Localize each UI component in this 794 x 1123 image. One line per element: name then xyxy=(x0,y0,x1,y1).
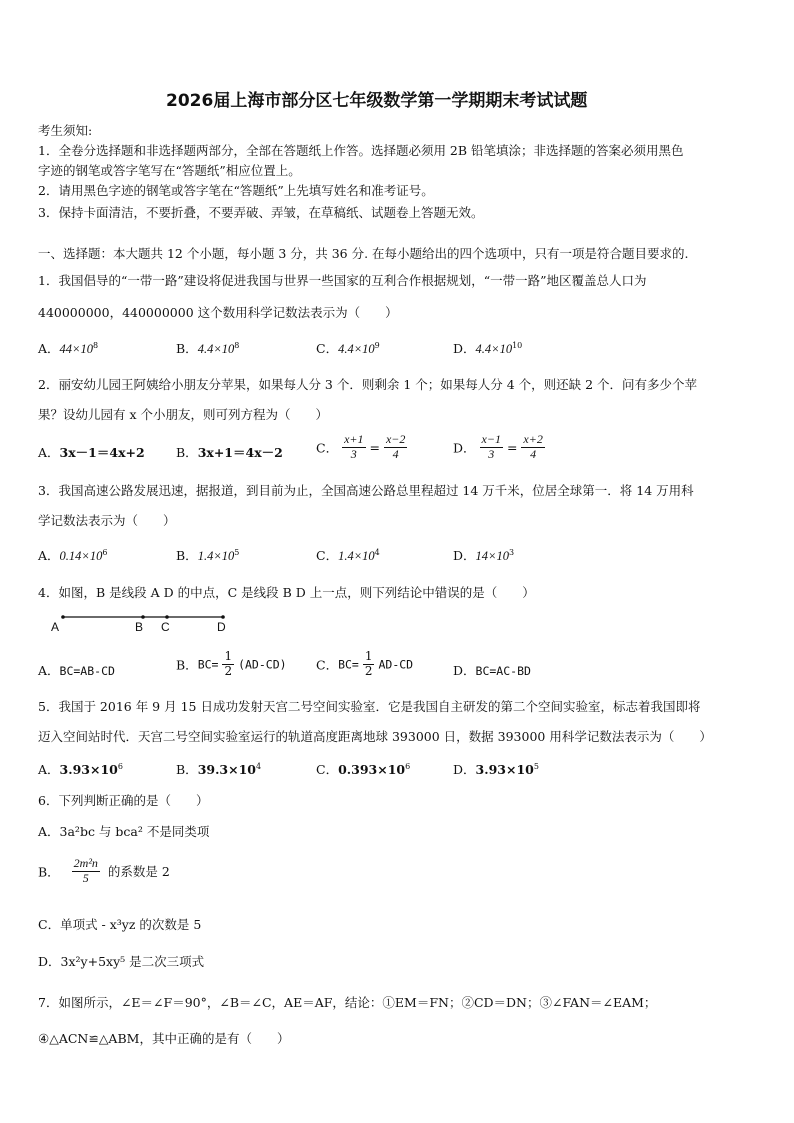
point-label-a: A xyxy=(51,620,60,634)
q4-stem-line1: 4．如图，B 是线段 A D 的中点，C 是线段 B D 上一点，则下列结论中错误的是（ ） xyxy=(38,585,535,600)
q7-stem-line2: ④△ACN≌△ABM，其中正确的是有（ ） xyxy=(38,1031,290,1046)
q1-stem-line2: 440000000，440000000 这个数用科学记数法表示为（ ） xyxy=(38,305,398,320)
q6-stem: 6．下列判断正确的是（ ） xyxy=(38,793,209,808)
q2-option-b: B．3x+1＝4x－2 xyxy=(176,445,283,460)
q5-option-d: D．$3.93\times 10^5$ xyxy=(453,761,539,777)
fraction: $\frac{x-2}{4}$ xyxy=(385,432,406,461)
q5-option-c: C．$0.393\times 10^6$ xyxy=(316,761,411,777)
q5-option-a: A．$3.93\times 10^6$ xyxy=(38,761,123,777)
point-a xyxy=(61,615,65,619)
q5-stem-line1: 5．我国于 2016 年 9 月 15 日成功发射天宫二号空间实验室．它是我国自主研发的第二个空间实验室，标志着我国即将 xyxy=(38,699,701,714)
point-label-b: B xyxy=(135,620,144,634)
notice-heading: 考生须知: xyxy=(38,123,93,138)
q2-option-d: D． $\frac{x-1}{3}$ = $\frac{x+2}{4}$ xyxy=(453,432,543,461)
q6-option-b: B． $\frac{\text{2m²n}}{5}$ 的系数是 2 xyxy=(38,856,170,885)
q6-option-c: C．单项式 - x³yz 的次数是 5 xyxy=(38,917,202,932)
q1-option-b: B．$4.4\times 10^8$ xyxy=(176,340,240,356)
page-title: 2026届上海市部分区七年级数学第一学期期末考试试题 xyxy=(166,91,588,111)
line-segment-figure xyxy=(45,612,245,636)
section-heading: 一、选择题：本大题共 12 个小题，每小题 3 分，共 36 分. 在每小题给出的四个选项中，只有一项是符合题目要求的. xyxy=(38,246,689,261)
q4-option-c: C．BC= $\frac{1}{2}$ AD-CD xyxy=(316,649,414,678)
fraction: $\frac{\text{2m²n}}{5}$ xyxy=(73,856,98,885)
q2-option-c: C． $\frac{x+1}{3}$ = $\frac{x-2}{4}$ xyxy=(316,432,406,461)
fraction: $\frac{x-1}{3}$ xyxy=(481,432,501,461)
q3-option-d: D．$14\times 10^3$ xyxy=(453,547,515,563)
q1-option-d: D．$4.4\times 10^{10}$ xyxy=(453,340,523,356)
q1-option-a: A．$44\times 10^8$ xyxy=(38,340,99,356)
notice-line-1a: 1．全卷分选择题和非选择题两部分，全部在答题纸上作答。选择题必须用 2B 铅笔填涂；非选择题的答案必须用黑色 xyxy=(38,143,684,158)
q1-option-c: C．$4.4\times 10^9$ xyxy=(316,340,380,356)
q3-stem-line1: 3．我国高速公路发展迅速，据报道，到目前为止，全国高速公路总里程超过 14 万千米，位居全球第一．将 14 万用科 xyxy=(38,483,694,498)
q4-option-d: D．BC=AC-BD xyxy=(453,663,531,678)
q5-option-b: B．$39.3\times 10^4$ xyxy=(176,761,262,777)
point-c xyxy=(165,615,169,619)
q4-option-a: A．BC=AB-CD xyxy=(38,663,115,678)
q5-stem-line2: 迈入空间站时代．天宫二号空间实验室运行的轨道高度距离地球 393000 日，数据 393000 用科学记数法表示为（ ） xyxy=(38,729,712,744)
q1-stem-line1: 1．我国倡导的“一带一路”建设将促进我国与世界一些国家的互利合作根据规划，“一带一路”地区覆盖总人口为 xyxy=(38,273,647,288)
q2-stem-line1: 2．丽安幼儿园王阿姨给小朋友分苹果，如果每人分 3 个．则剩余 1 个；如果每人分 4 个，则还缺 2 个．问有多少个苹 xyxy=(38,377,698,392)
fraction: $\frac{x+2}{4}$ xyxy=(523,432,543,461)
notice-line-2: 2．请用黑色字迹的钢笔或答字笔在“答题纸”上先填写姓名和准考证号。 xyxy=(38,183,434,198)
q6-option-d: D．3x²y+5xy⁵ 是二次三项式 xyxy=(38,954,205,969)
fraction: $\frac{x+1}{3}$ xyxy=(344,432,364,461)
q2-stem-line2: 果？设幼儿园有 x 个小朋友，则可列方程为（ ） xyxy=(38,407,328,422)
q4-option-b: B．BC= $\frac{1}{2}$ (AD-CD) xyxy=(176,649,287,678)
q7-stem-line1: 7．如图所示，∠E＝∠F＝90°，∠B＝∠C，AE＝AF，结论：①EM＝FN；②CD＝DN；③∠FAN＝∠EAM； xyxy=(38,995,657,1010)
point-b xyxy=(141,615,145,619)
q3-option-c: C．$1.4\times 10^4$ xyxy=(316,547,380,563)
q3-stem-line2: 学记数法表示为（ ） xyxy=(38,513,176,528)
q3-option-a: A．$0.14\times 10^6$ xyxy=(38,547,108,563)
fraction-half: $\frac{1}{2}$ xyxy=(364,649,373,678)
point-d xyxy=(221,615,225,619)
point-label-c: C xyxy=(161,620,170,634)
notice-line-1b: 字迹的钢笔或答字笔写在“答题纸”相应位置上。 xyxy=(38,163,301,178)
fraction-half: $\frac{1}{2}$ xyxy=(224,649,233,678)
q2-option-a: A．3x－1＝4x+2 xyxy=(38,445,145,460)
notice-line-3: 3．保持卡面清洁，不要折叠，不要弄破、弄皱，在草稿纸、试题卷上答题无效。 xyxy=(38,205,484,220)
q6-option-a: A．3a²bc 与 bca² 不是同类项 xyxy=(38,824,210,839)
point-label-d: D xyxy=(217,620,226,634)
q3-option-b: B．$1.4\times 10^5$ xyxy=(176,547,240,563)
